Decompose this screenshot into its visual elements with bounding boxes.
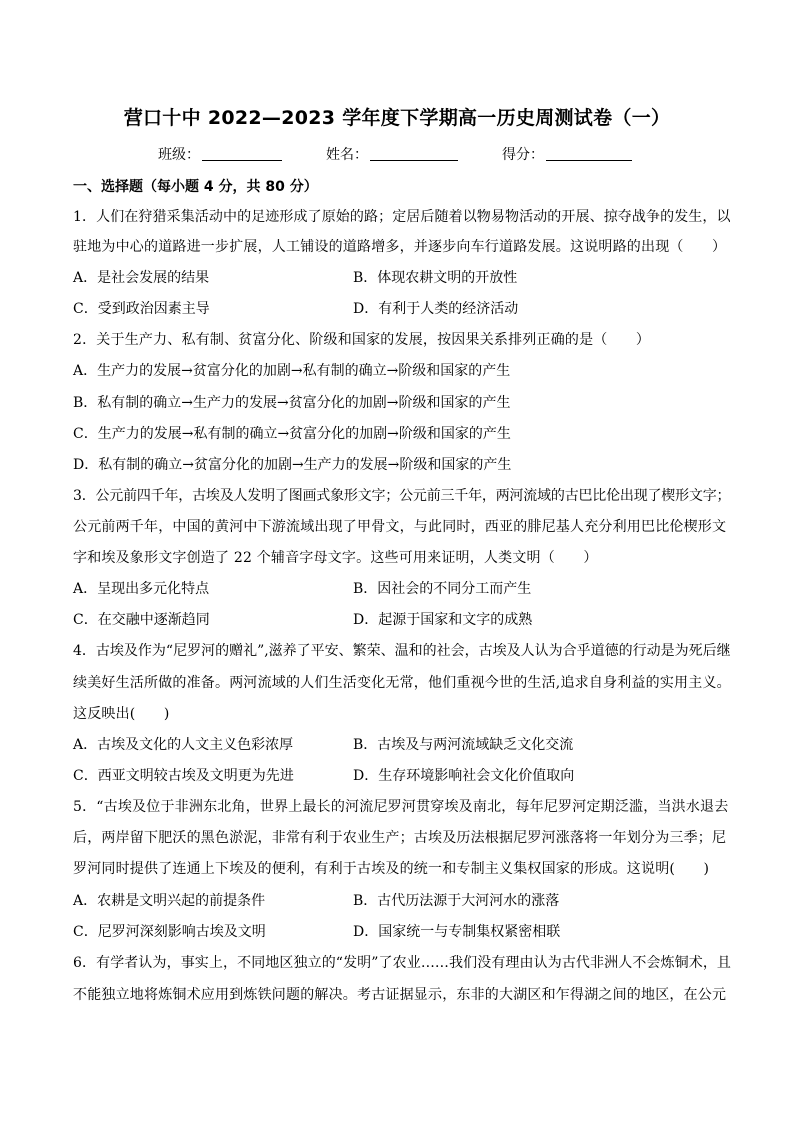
score-field xyxy=(502,144,632,164)
q3-option-c: C．在交融中逐渐趋同 xyxy=(73,612,210,628)
score-blank xyxy=(546,145,632,161)
q4-option-c: C．西亚文明较古埃及文明更为先进 xyxy=(73,768,294,784)
q3-option-b: B．因社会的不同分工而产生 xyxy=(353,581,532,597)
exam-title: 营口十中 2022—2023 学年度下学期高一历史周测试卷（一） xyxy=(123,107,671,129)
q1-option-d: D．有利于人类的经济活动 xyxy=(353,301,519,317)
q1-line-1: 1．人们在狩猎采集活动中的足迹形成了原始的路；定居后随着以物易物活动的开展、掠夺战争的发生，以 xyxy=(73,209,731,225)
class-label: 班级： xyxy=(158,147,200,163)
q4-option-a: A．古埃及文化的人文主义色彩浓厚 xyxy=(73,737,294,753)
student-info-line xyxy=(0,144,794,166)
q5-option-d: D．国家统一与专制集权紧密相联 xyxy=(353,924,561,940)
q4-option-d: D．生存环境影响社会文化价值取向 xyxy=(353,768,575,784)
q4-option-b: B．古埃及与两河流域缺乏文化交流 xyxy=(353,737,574,753)
q5-line-1: 5．“古埃及位于非洲东北角，世界上最长的河流尼罗河贯穿埃及南北，每年尼罗河定期泛滥，当洪水退去 xyxy=(73,799,729,815)
q2-option-a: A．生产力的发展→贫富分化的加剧→私有制的确立→阶级和国家的产生 xyxy=(73,363,511,379)
q6-line-2: 不能独立地将炼铜术应用到炼铁问题的解决。考古证据显示，东非的大湖区和乍得湖之间的地区，在公元 xyxy=(73,987,727,1003)
q3-line-1: 3．公元前四千年，古埃及人发明了图画式象形文字；公元前三千年，两河流域的古巴比伦出现了楔形文字； xyxy=(73,488,731,504)
q3-option-a: A．呈现出多元化特点 xyxy=(73,581,210,597)
name-blank xyxy=(370,145,458,161)
name-label: 姓名： xyxy=(326,147,368,163)
q5-option-c: C．尼罗河深刻影响古埃及文明 xyxy=(73,924,266,940)
section-heading: 一、选择题（每小题 4 分，共 80 分） xyxy=(73,179,318,195)
q1-line-2: 驻地为中心的道路进一步扩展，人工铺设的道路增多，并逐步向车行道路发展。这说明路的出现（ ） xyxy=(73,239,727,255)
q2-option-d: D．私有制的确立→贫富分化的加剧→生产力的发展→阶级和国家的产生 xyxy=(73,457,512,473)
q3-line-3: 字和埃及象形文字创造了 22 个辅音字母文字。这些可用来证明，人类文明（ ） xyxy=(73,550,598,566)
q5-line-3: 罗河同时提供了连通上下埃及的便利，有利于古埃及的统一和专制主义集权国家的形成。这说明( ) xyxy=(73,861,710,877)
class-blank xyxy=(202,145,282,161)
score-label: 得分： xyxy=(502,147,544,163)
q2-option-b: B．私有制的确立→生产力的发展→贫富分化的加剧→阶级和国家的产生 xyxy=(73,395,511,411)
q1-option-b: B．体现农耕文明的开放性 xyxy=(353,270,518,286)
name-field xyxy=(326,144,458,164)
q1-option-a: A．是社会发展的结果 xyxy=(73,270,210,286)
class-field xyxy=(158,144,282,164)
q1-option-c: C．受到政治因素主导 xyxy=(73,301,210,317)
q2-option-c: C．生产力的发展→私有制的确立→贫富分化的加剧→阶级和国家的产生 xyxy=(73,426,511,442)
q5-option-a: A．农耕是文明兴起的前提条件 xyxy=(73,893,266,909)
q2-line-1: 2．关于生产力、私有制、贫富分化、阶级和国家的发展，按因果关系排列正确的是（ ） xyxy=(73,332,651,348)
q3-option-d: D．起源于国家和文字的成熟 xyxy=(353,612,533,628)
q5-option-b: B．古代历法源于大河河水的涨落 xyxy=(353,893,560,909)
q4-line-1: 4．古埃及作为“尼罗河的赠礼”,滋养了平安、繁荣、温和的社会，古埃及人认为合乎道德的行动是为死后继 xyxy=(73,643,731,659)
q5-line-2: 后，两岸留下肥沃的黑色淤泥，非常有利于农业生产；古埃及历法根据尼罗河涨落将一年划分为三季；尼 xyxy=(73,830,727,846)
q4-line-2: 续美好生活所做的准备。两河流域的人们生活变化无常，他们重视今世的生活,追求自身利益的实用主义。 xyxy=(73,675,731,691)
q6-line-1: 6．有学者认为，事实上，不同地区独立的“发明”了农业……我们没有理由认为古代非洲人不会炼铜术，且 xyxy=(73,955,732,971)
q3-line-2: 公元前两千年，中国的黄河中下游流域出现了甲骨文，与此同时，西亚的腓尼基人充分利用巴比伦楔形文 xyxy=(73,519,727,535)
q4-line-3: 这反映出( ) xyxy=(73,706,170,722)
